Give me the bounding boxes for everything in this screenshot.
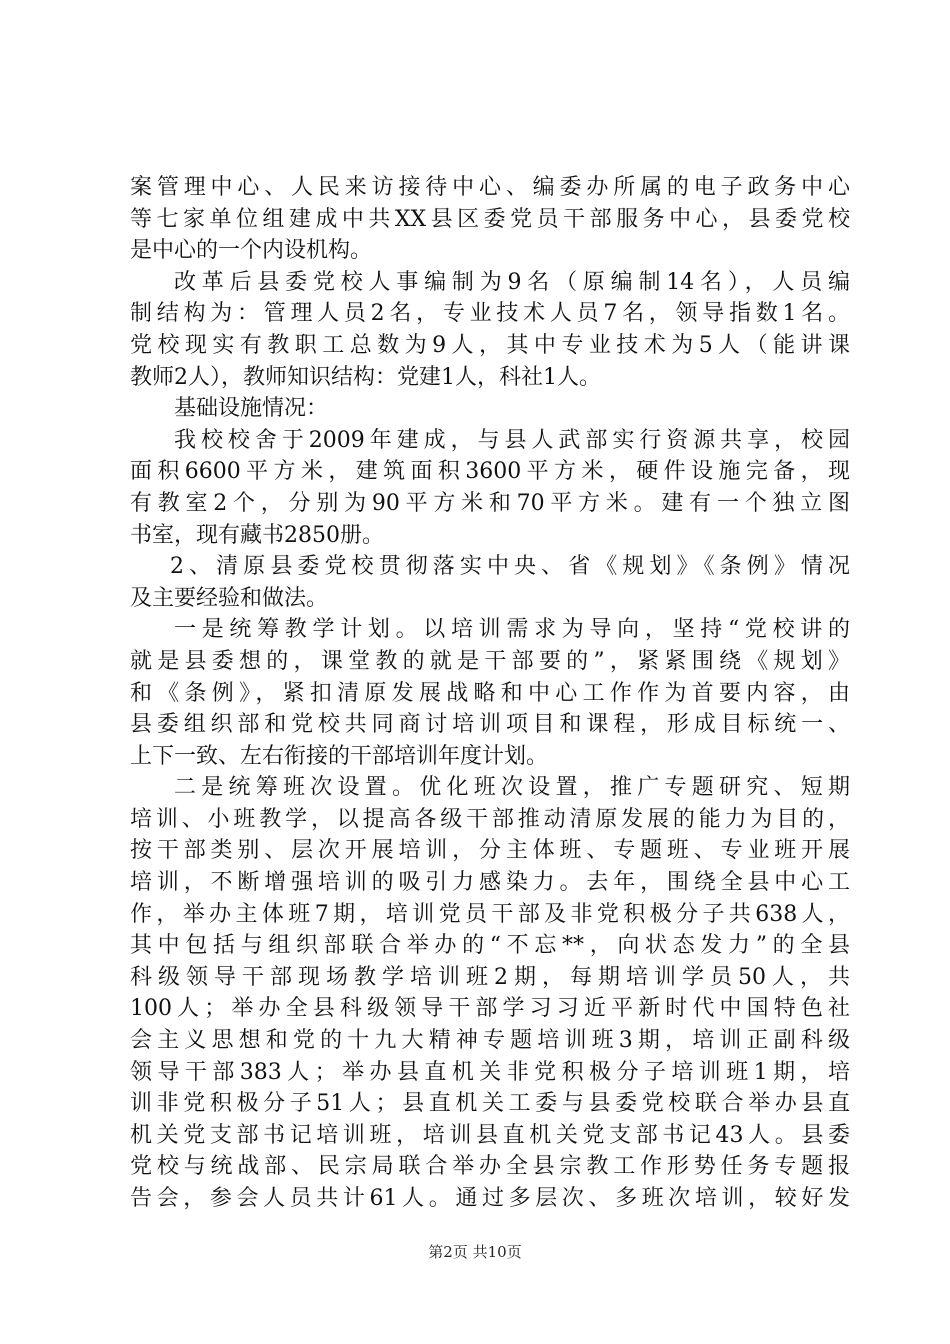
text-line: 上下一致、左右衔接的干部培训年度计划。 (130, 743, 549, 769)
text-line: 会主义思想和党的十九大精神专题培训班3期，培训正副科级 (130, 1028, 850, 1054)
paragraph-start-line: 改革后县委党校人事编制为9名（原编制14名），人员编 (174, 269, 850, 295)
text-line: 及主要经验和做法。 (130, 585, 329, 611)
text-line: 告会，参会人员共计61人。通过多层次、多班次培训，较好发 (130, 1186, 850, 1211)
page-footer: 第2页 共10页 (428, 1243, 522, 1261)
text-line: 县委组织部和党校共同商讨培训项目和课程，形成目标统一、 (130, 712, 850, 738)
text-line: 案管理中心、人民来访接待中心、编委办所属的电子政务中心 (130, 175, 850, 200)
text-line: 按干部类别、层次开展培训，分主体班、专题班、专业班开展 (130, 838, 850, 864)
text-line: 有教室2个，分别为90平方米和70平方米。建有一个独立图 (130, 490, 850, 516)
text-line: 党校与统战部、民宗局联合举办全县宗教工作形势任务专题报 (130, 1154, 850, 1180)
text-line: 领导干部383人；举办县直机关非党积极分子培训班1期，培 (130, 1059, 850, 1085)
text-line: 面积6600平方米，建筑面积3600平方米，硬件设施完备，现 (130, 459, 850, 485)
text-line: 机关党支部书记培训班，培训县直机关党支部书记43人。县委 (130, 1122, 850, 1148)
text-line: 科级领导干部现场教学培训班2期，每期培训学员50人，共 (130, 964, 850, 990)
text-line: 100人；举办全县科级领导干部学习习近平新时代中国特色社 (130, 996, 850, 1022)
text-line: 等七家单位组建成中共XX县区委党员干部服务中心，县委党校 (130, 206, 850, 232)
text-line: 党校现实有教职工总数为9人，其中专业技术为5人（能讲课 (130, 332, 850, 358)
text-line: 培训，不断增强培训的吸引力感染力。去年，围绕全县中心工 (130, 870, 850, 896)
document-body (130, 172, 850, 1215)
text-line: 作，举办主体班7期，培训党员干部及非党积极分子共638人， (130, 901, 850, 927)
text-line: 其中包括与组织部联合举办的“不忘**，向状态发力”的全县 (130, 933, 850, 959)
paragraph-start-line: 二是统筹班次设置。优化班次设置，推广专题研究、短期 (174, 775, 850, 801)
text-line: 和《条例》，紧扣清原发展战略和中心工作作为首要内容，由 (130, 680, 850, 706)
text-line: 就是县委想的，课堂教的就是干部要的”，紧紧围绕《规划》 (130, 648, 850, 674)
text-line: 书室，现有藏书2850册。 (130, 522, 384, 548)
text-line: 训非党积极分子51人；县直机关工委与县委党校联合举办县直 (130, 1091, 850, 1117)
section-heading: 基础设施情况： (174, 396, 329, 422)
text-line: 教师2人），教师知识结构：党建1人，科社1人。 (130, 364, 601, 390)
text-line: 制结构为：管理人员2名，专业技术人员7名，领导指数1名。 (130, 301, 850, 327)
paragraph-start-line: 一是统筹教学计划。以培训需求为导向，坚持“党校讲的 (174, 617, 850, 643)
text-line: 培训、小班教学，以提高各级干部推动清原发展的能力为目的， (130, 806, 850, 832)
numbered-heading-line: 2、清原县委党校贯彻落实中央、省《规划》《条例》情况 (170, 554, 850, 580)
paragraph-start-line: 我校校舍于2009年建成，与县人武部实行资源共享，校园 (174, 427, 850, 453)
text-line: 是中心的一个内设机构。 (130, 238, 373, 264)
